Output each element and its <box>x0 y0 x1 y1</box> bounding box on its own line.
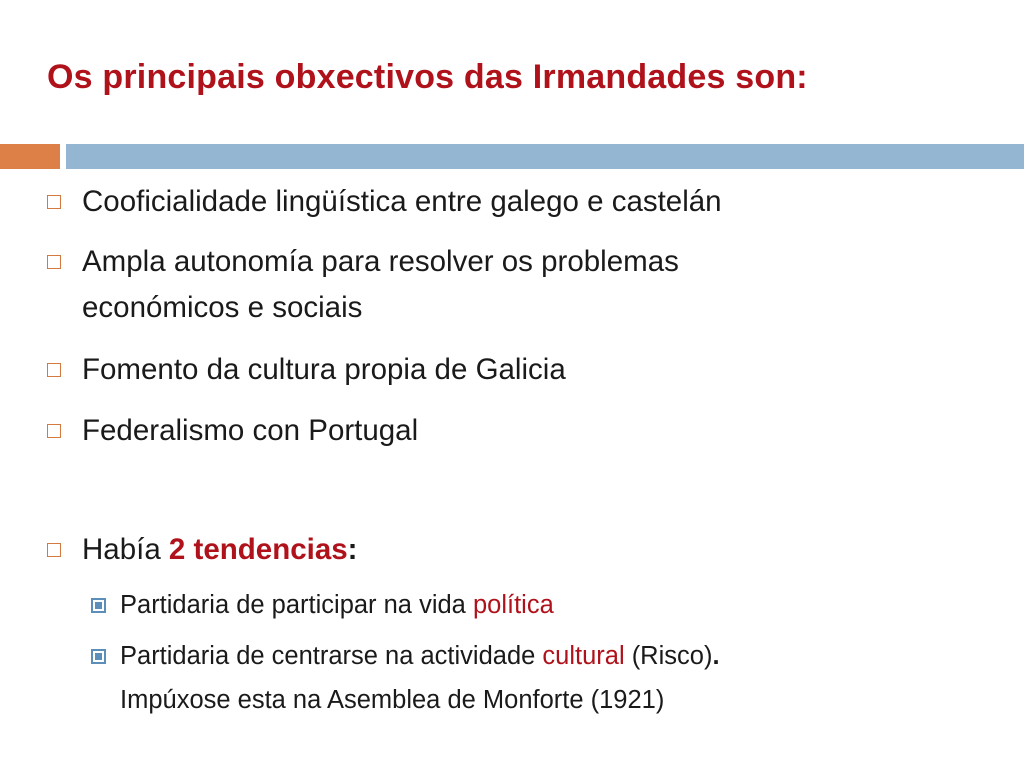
hollow-square-bullet-icon <box>47 255 61 269</box>
bullet-item <box>47 347 566 393</box>
tendencies-line <box>82 527 357 573</box>
sub-bullet-text-continuation: Impúxose esta na Asemblea de Monforte (1921) <box>120 686 665 714</box>
filled-square-bullet-icon <box>91 598 106 613</box>
tendencies-prefix: Había <box>82 533 169 566</box>
tendencies-bullet <box>47 527 357 573</box>
tendencies-suffix: : <box>347 533 358 566</box>
slide-title: Os principais obxectivos das Irmandades son: <box>47 58 808 96</box>
filled-square-bullet-icon <box>91 649 106 664</box>
bullet-item <box>47 179 722 225</box>
hollow-square-bullet-icon <box>47 195 61 209</box>
bullet-text: Cooficialidade lingüística entre galego e castelán <box>82 185 722 218</box>
hollow-square-bullet-icon <box>47 363 61 377</box>
sub-bullet-text <box>120 583 554 627</box>
bullet-text: Ampla autonomía para resolver os problemas <box>82 245 679 278</box>
sub-bullet-item <box>91 634 720 722</box>
bullet-text: Fomento da cultura propia de Galicia <box>82 353 566 386</box>
sub-bullet-item <box>91 583 554 627</box>
sub-bullet-end-mark: . <box>712 642 720 670</box>
bullet-item <box>47 408 418 454</box>
tendencies-highlight: 2 tendencias <box>168 533 348 566</box>
bullet-text-continuation: económicos e sociais <box>82 291 363 324</box>
bullet-item <box>47 239 679 331</box>
accent-bar-orange <box>0 144 60 169</box>
bullet-text: Federalismo con Portugal <box>82 414 419 447</box>
sub-bullet-text <box>120 634 720 678</box>
sub-bullet-text-before: Partidaria de participar na vida <box>120 591 473 619</box>
hollow-square-bullet-icon <box>47 543 61 557</box>
accent-bar-blue <box>66 144 1024 169</box>
sub-bullet-text-after: (Risco) <box>624 642 713 670</box>
sub-bullet-highlight: cultural <box>542 642 625 670</box>
hollow-square-bullet-icon <box>47 424 61 438</box>
sub-bullet-text-before: Partidaria de centrarse na actividade <box>120 642 543 670</box>
sub-bullet-highlight: política <box>472 591 554 619</box>
